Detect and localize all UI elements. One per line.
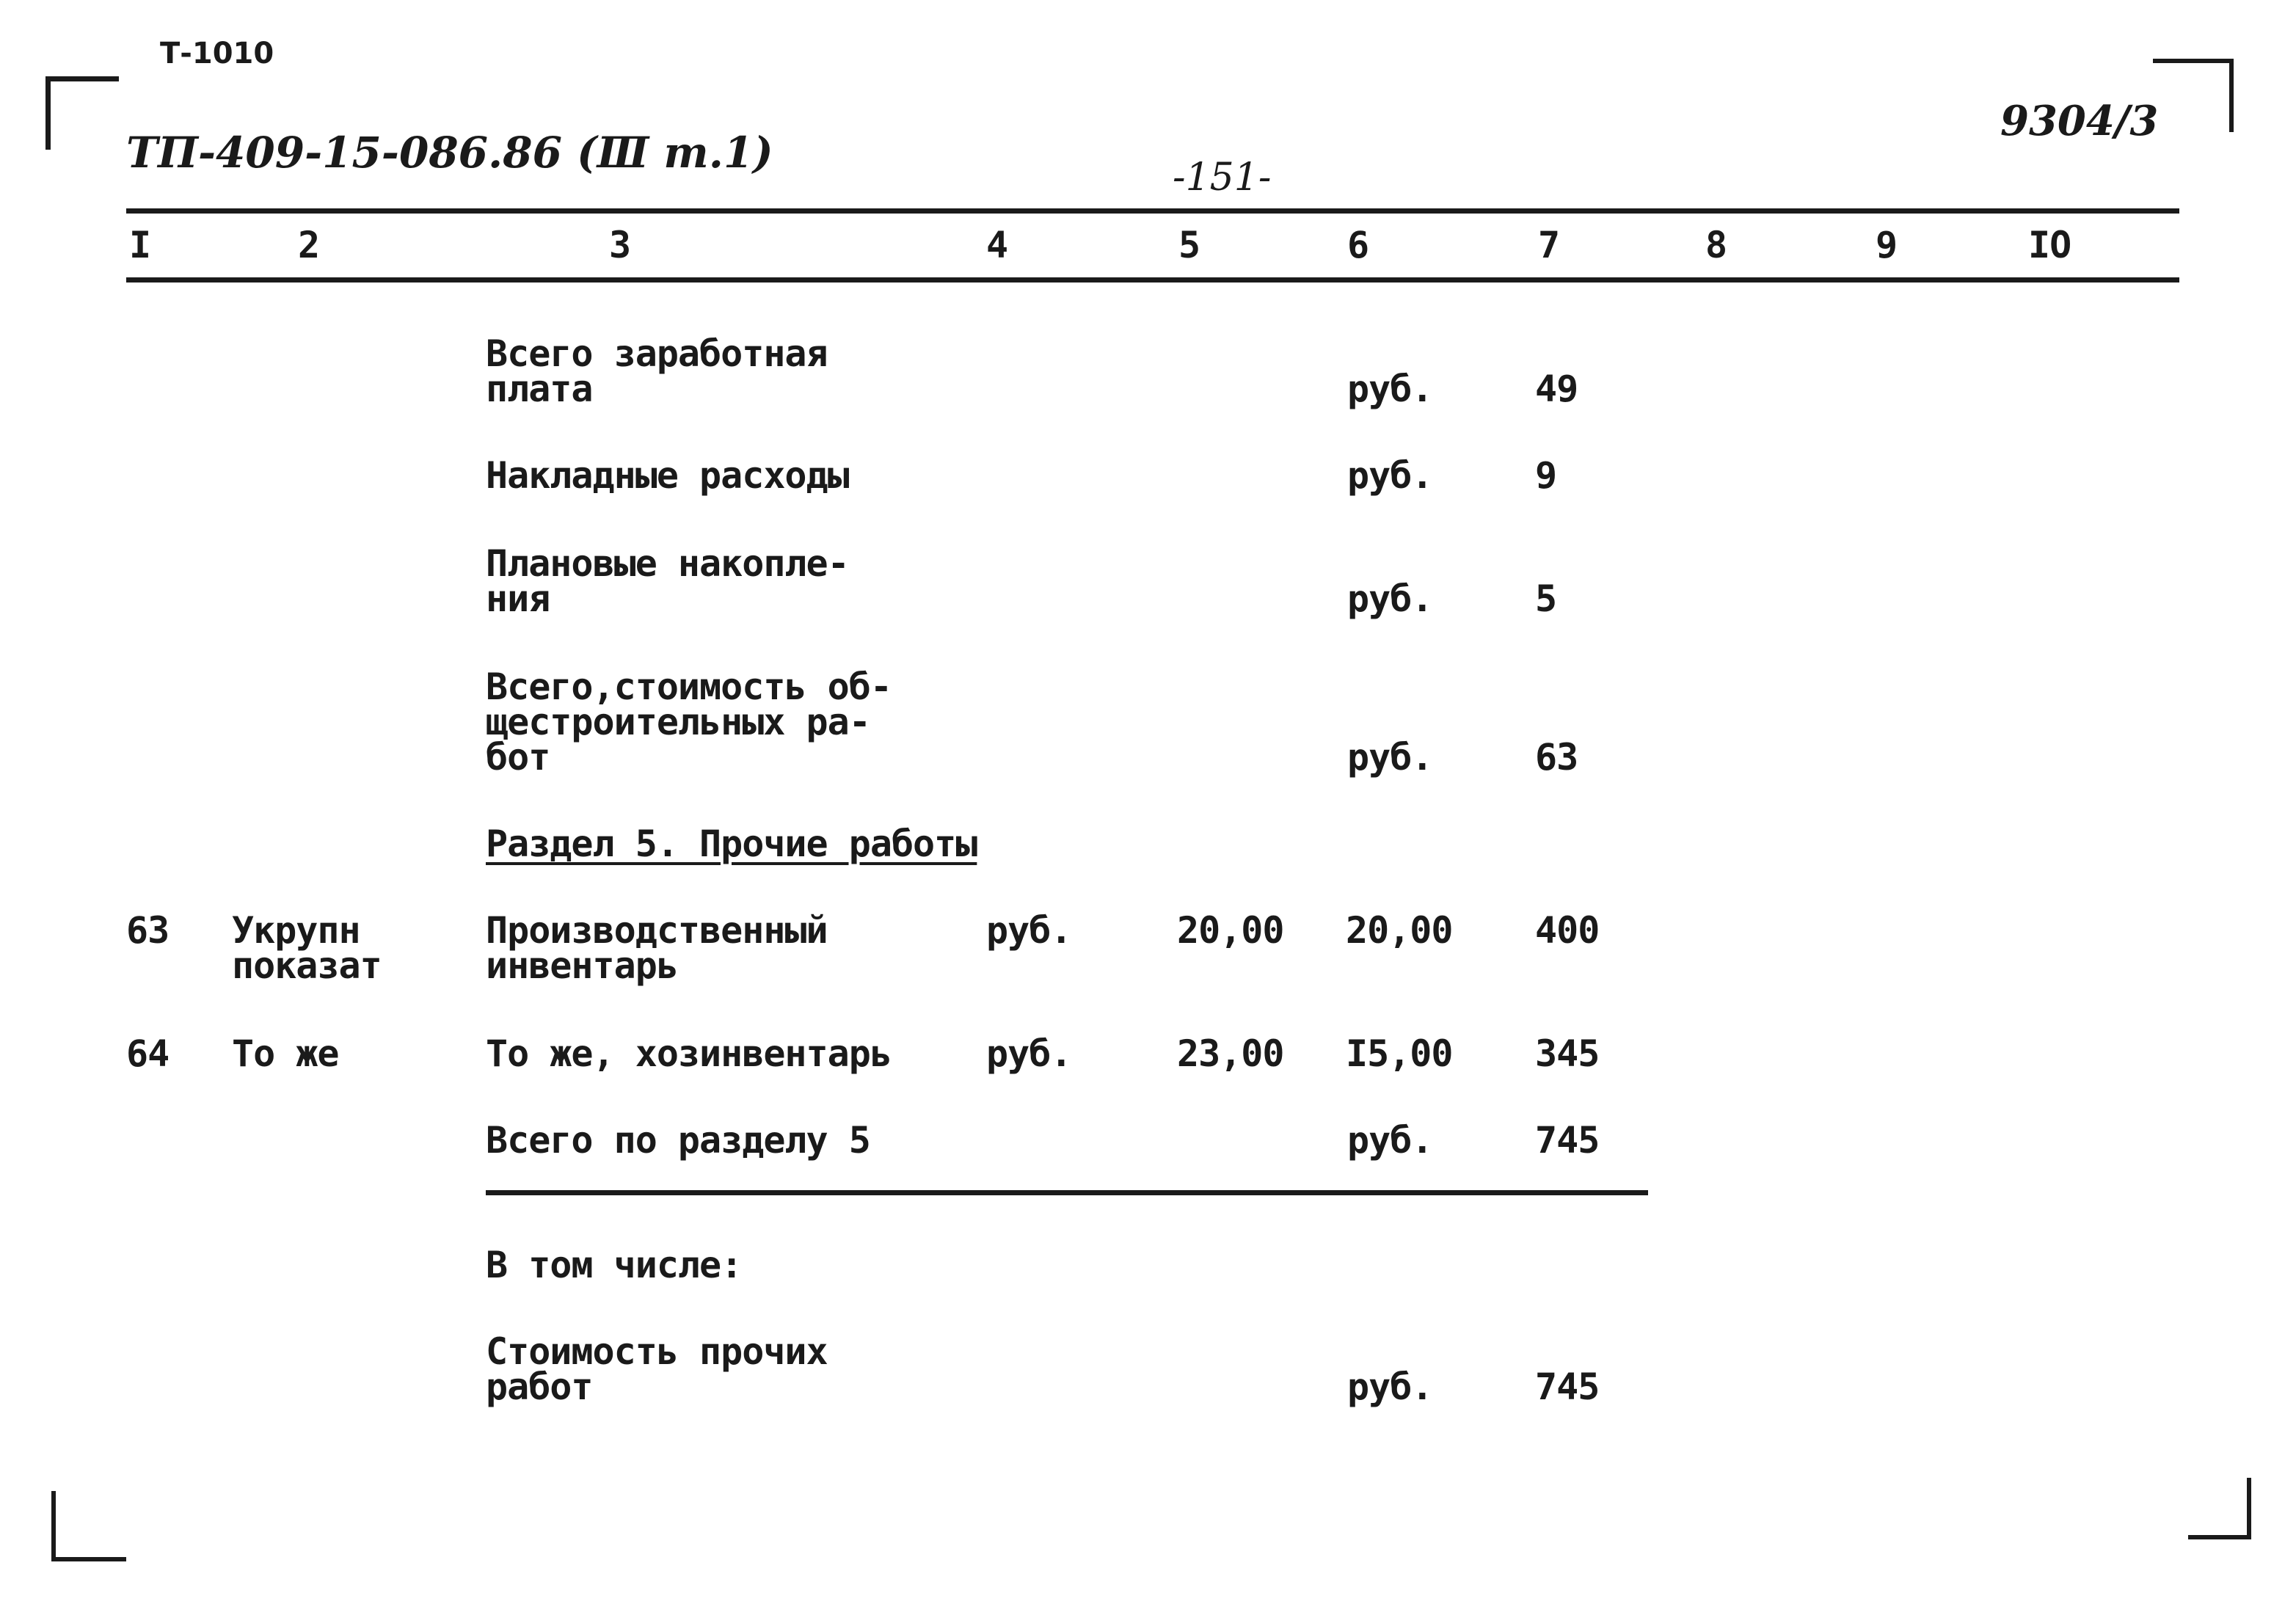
archive-number: 9304/3 [2000, 97, 2159, 145]
row-total: 63 [1535, 736, 1578, 779]
row-description-line: Всего заработная [486, 332, 828, 375]
row-unit: руб. [1347, 1366, 1433, 1408]
corner-mark-bottom-right [2188, 1535, 2251, 1539]
column-header-1: I [129, 224, 151, 266]
corner-mark-top-right [2153, 59, 2234, 63]
row-description-line: Накладные расходы [486, 454, 849, 497]
column-header-2: 2 [298, 224, 320, 266]
row-description-line: Плановые накопле- [486, 542, 849, 585]
section-heading: Раздел 5. Прочие работы [486, 823, 977, 865]
row-quantity: 23,00 [1177, 1032, 1284, 1075]
row-number: 63 [126, 909, 170, 952]
column-header-5: 5 [1178, 224, 1200, 266]
row-number: 64 [126, 1032, 170, 1075]
row-total: 400 [1535, 909, 1600, 952]
row-basis-line: То же [232, 1032, 339, 1075]
row-unit: руб. [1347, 454, 1433, 497]
corner-mark-top-left-vertical [45, 76, 51, 150]
column-header-8: 8 [1705, 224, 1727, 266]
column-header-7: 7 [1538, 224, 1560, 266]
row-description-line: ния [486, 577, 550, 620]
column-header-4: 4 [986, 224, 1008, 266]
document-code: ТП-409-15-086.86 (Ⅲ т.1) [126, 128, 773, 178]
column-header-10: IO [2028, 224, 2071, 266]
row-unit-price: I5,00 [1346, 1032, 1453, 1075]
row-description-line: бот [486, 736, 550, 779]
row-description-line: Стоимость прочих [486, 1330, 828, 1373]
row-unit: руб. [1347, 577, 1433, 620]
row-unit: руб. [1347, 736, 1433, 779]
row-quantity: 20,00 [1177, 909, 1284, 952]
row-description-line: щестроительных ра- [486, 701, 870, 743]
row-unit: руб. [986, 909, 1072, 952]
row-total: 345 [1535, 1032, 1600, 1075]
corner-mark-top-left [45, 76, 119, 81]
row-total: 745 [1535, 1119, 1600, 1162]
row-description-line: То же, хозинвентарь [486, 1032, 892, 1075]
corner-mark-bottom-right-vertical [2247, 1478, 2251, 1539]
row-description-line: Всего,стоимость об- [486, 666, 892, 708]
header-rule-top [126, 208, 2179, 214]
column-header-9: 9 [1876, 224, 1898, 266]
row-description-line: плата [486, 368, 593, 410]
column-header-6: 6 [1347, 224, 1369, 266]
column-header-3: 3 [609, 224, 631, 266]
row-unit: руб. [1347, 1119, 1433, 1162]
row-unit-price: 20,00 [1346, 909, 1453, 952]
section-total-rule [486, 1190, 1648, 1195]
row-total: 5 [1535, 577, 1557, 620]
row-description-line: инвентарь [486, 944, 678, 987]
document-stamp: Т-1010 [160, 37, 274, 70]
row-description-line: Всего по разделу 5 [486, 1119, 870, 1162]
row-unit: руб. [986, 1032, 1072, 1075]
row-description-line: В том числе: [486, 1244, 743, 1286]
page-number: -151- [1173, 156, 1272, 200]
row-basis-line: Укрупн [232, 909, 360, 952]
row-unit: руб. [1347, 368, 1433, 410]
corner-mark-top-right-vertical [2229, 59, 2234, 132]
corner-mark-bottom-left-vertical [51, 1491, 56, 1561]
row-total: 49 [1535, 368, 1578, 410]
row-total: 9 [1535, 454, 1557, 497]
row-description-line: Производственный [486, 909, 828, 952]
row-description-line: работ [486, 1366, 593, 1408]
corner-mark-bottom-left [51, 1557, 126, 1561]
row-total: 745 [1535, 1366, 1600, 1408]
row-basis-line: показат [232, 944, 382, 987]
header-rule-bottom [126, 277, 2179, 282]
